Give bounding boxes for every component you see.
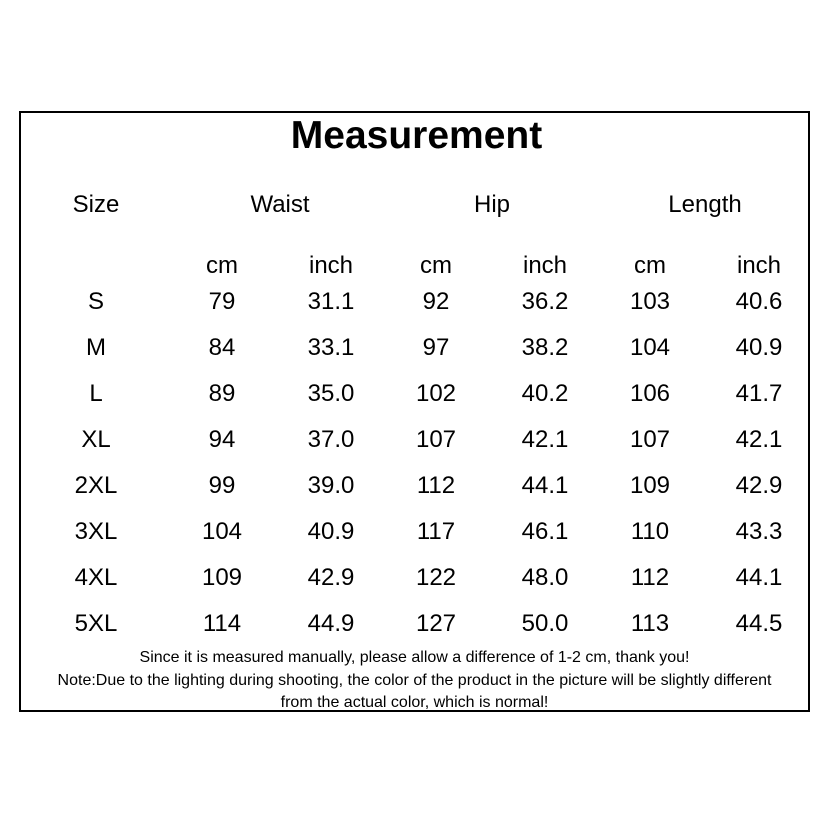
table-cell: 99 (208, 472, 236, 499)
note-line: from the actual color, which is normal! (280, 694, 549, 711)
unit-label-inch: inch (308, 252, 354, 279)
header-hip: Hip (473, 191, 511, 218)
table-cell: 109 (201, 564, 243, 591)
table-cell: 31.1 (307, 288, 355, 315)
table-cell: 43.3 (735, 518, 783, 545)
table-cell: 103 (629, 288, 671, 315)
table-cell: 114 (202, 610, 242, 637)
header-size: Size (72, 191, 120, 218)
table-cell: 44.5 (735, 610, 783, 637)
size-label: 3XL (74, 518, 118, 545)
table-cell: 102 (415, 380, 457, 407)
table-cell: 38.2 (521, 334, 569, 361)
table-cell: 112 (416, 472, 456, 499)
size-label: M (86, 334, 106, 361)
size-label: XL (81, 426, 111, 453)
size-label: L (89, 380, 103, 407)
unit-label-inch: inch (522, 252, 568, 279)
table-cell: 79 (208, 288, 236, 315)
header-length: Length (668, 191, 742, 218)
size-label: 4XL (74, 564, 118, 591)
table-cell: 122 (415, 564, 457, 591)
table-cell: 42.1 (521, 426, 569, 453)
table-cell: 46.1 (521, 518, 569, 545)
table-cell: 35.0 (307, 380, 355, 407)
table-cell: 44.9 (307, 610, 355, 637)
note-line: Since it is measured manually, please allow a difference of 1-2 cm, thank you! (139, 649, 690, 666)
table-cell: 109 (629, 472, 671, 499)
table-cell: 41.7 (735, 380, 783, 407)
table-cell: 42.9 (307, 564, 355, 591)
unit-label-cm: cm (420, 252, 452, 279)
size-label: 2XL (74, 472, 118, 499)
table-cell: 42.9 (735, 472, 783, 499)
table-cell: 107 (629, 426, 671, 453)
table-cell: 110 (630, 518, 670, 545)
table-cell: 33.1 (307, 334, 355, 361)
note-line: Note:Due to the lighting during shooting, the color of the product in the picture will be slightly different (57, 672, 772, 689)
page-title: Measurement (290, 114, 543, 157)
table-cell: 39.0 (307, 472, 355, 499)
header-waist: Waist (250, 191, 310, 218)
table-cell: 40.9 (735, 334, 783, 361)
table-cell: 89 (208, 380, 236, 407)
table-cell: 97 (422, 334, 450, 361)
table-cell: 94 (208, 426, 236, 453)
size-label: 5XL (74, 610, 118, 637)
table-cell: 48.0 (521, 564, 569, 591)
table-cell: 36.2 (521, 288, 569, 315)
size-label: S (87, 288, 105, 315)
table-cell: 50.0 (521, 610, 569, 637)
table-cell: 127 (415, 610, 457, 637)
unit-label-inch: inch (736, 252, 782, 279)
table-cell: 40.6 (735, 288, 783, 315)
table-cell: 44.1 (521, 472, 569, 499)
table-cell: 117 (416, 518, 456, 545)
table-cell: 40.2 (521, 380, 569, 407)
table-cell: 104 (629, 334, 671, 361)
table-cell: 84 (208, 334, 236, 361)
table-cell: 40.9 (307, 518, 355, 545)
unit-label-cm: cm (634, 252, 666, 279)
table-cell: 44.1 (735, 564, 783, 591)
table-cell: 37.0 (307, 426, 355, 453)
unit-label-cm: cm (206, 252, 238, 279)
table-cell: 112 (630, 564, 670, 591)
table-cell: 113 (630, 610, 670, 637)
table-cell: 104 (201, 518, 243, 545)
table-cell: 107 (415, 426, 457, 453)
table-cell: 92 (422, 288, 450, 315)
table-cell: 42.1 (735, 426, 783, 453)
table-cell: 106 (629, 380, 671, 407)
